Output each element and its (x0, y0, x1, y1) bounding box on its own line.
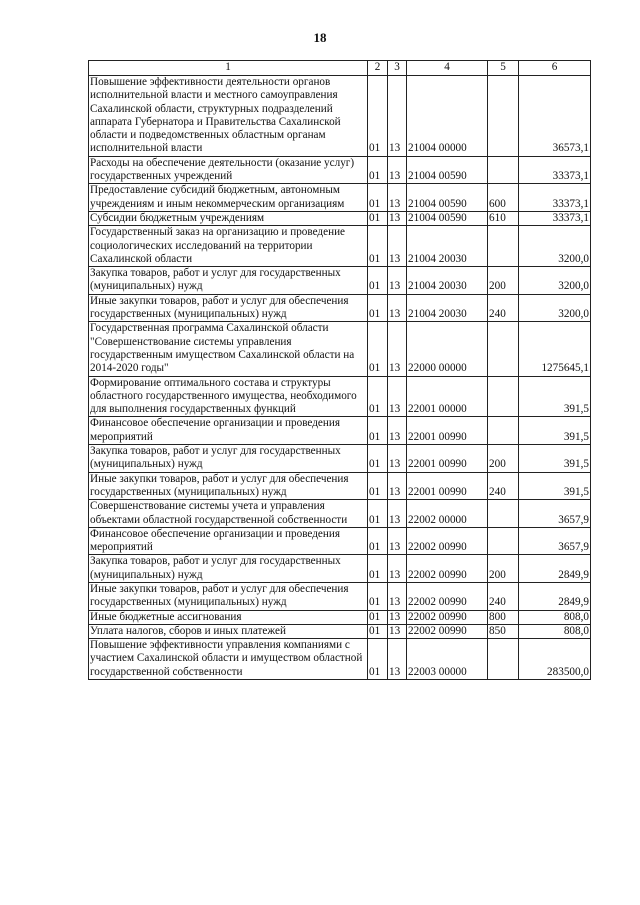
row-section: 01 (368, 610, 388, 624)
row-name: Повышение эффективности деятельности органов исполнительной власти и местного самоуправления Сахалинской области, структурных подразделений аппарата Губернатора и Правительства Сахалинской области и подведомственных областным органам исполнительной власти (89, 76, 368, 157)
row-expense-type (488, 156, 519, 184)
row-expense-type: 240 (488, 582, 519, 610)
row-subsection: 13 (388, 624, 407, 638)
header-col-4: 4 (407, 61, 488, 76)
row-expense-type: 200 (488, 267, 519, 295)
table-row (89, 267, 591, 295)
row-subsection: 13 (388, 500, 407, 528)
row-target-article: 21004 00590 (407, 211, 488, 225)
row-subsection: 13 (388, 417, 407, 445)
row-target-article: 21004 20030 (407, 294, 488, 322)
row-expense-type (488, 76, 519, 157)
row-subsection: 13 (388, 610, 407, 624)
row-amount: 1275645,1 (519, 322, 591, 376)
row-section: 01 (368, 376, 388, 417)
row-name: Расходы на обеспечение деятельности (оказание услуг) государственных учреждений (89, 156, 368, 184)
row-subsection: 13 (388, 322, 407, 376)
row-subsection: 13 (388, 211, 407, 225)
table-row (89, 184, 591, 212)
row-section: 01 (368, 527, 388, 555)
row-name: Совершенствование системы учета и управления объектами областной государственной собственности (89, 500, 368, 528)
row-target-article: 21004 00590 (407, 184, 488, 212)
row-target-article: 22002 00990 (407, 555, 488, 583)
row-name: Иные закупки товаров, работ и услуг для обеспечения государственных (муниципальных) нужд (89, 582, 368, 610)
row-amount: 808,0 (519, 624, 591, 638)
row-expense-type (488, 417, 519, 445)
row-section: 01 (368, 211, 388, 225)
header-row (89, 61, 591, 76)
row-section: 01 (368, 624, 388, 638)
table-row (89, 322, 591, 376)
row-target-article: 22001 00990 (407, 472, 488, 500)
row-amount: 3200,0 (519, 294, 591, 322)
row-section: 01 (368, 76, 388, 157)
row-subsection: 13 (388, 582, 407, 610)
row-section: 01 (368, 639, 388, 680)
row-amount: 391,5 (519, 417, 591, 445)
row-expense-type: 800 (488, 610, 519, 624)
row-target-article: 21004 20030 (407, 226, 488, 267)
row-subsection: 13 (388, 445, 407, 473)
row-amount: 3200,0 (519, 267, 591, 295)
row-expense-type (488, 500, 519, 528)
row-amount: 3200,0 (519, 226, 591, 267)
row-subsection: 13 (388, 376, 407, 417)
row-amount: 283500,0 (519, 639, 591, 680)
table-row (89, 417, 591, 445)
row-name: Закупка товаров, работ и услуг для государственных (муниципальных) нужд (89, 555, 368, 583)
row-section: 01 (368, 184, 388, 212)
row-subsection: 13 (388, 472, 407, 500)
row-section: 01 (368, 445, 388, 473)
table-row (89, 610, 591, 624)
row-amount: 2849,9 (519, 582, 591, 610)
table-row (89, 76, 591, 157)
row-amount: 808,0 (519, 610, 591, 624)
row-amount: 33373,1 (519, 156, 591, 184)
row-name: Иные закупки товаров, работ и услуг для обеспечения государственных (муниципальных) нужд (89, 472, 368, 500)
table-row (89, 624, 591, 638)
table-row (89, 639, 591, 680)
row-amount: 2849,9 (519, 555, 591, 583)
row-subsection: 13 (388, 555, 407, 583)
row-section: 01 (368, 156, 388, 184)
row-expense-type: 240 (488, 294, 519, 322)
row-amount: 391,5 (519, 472, 591, 500)
table-row (89, 226, 591, 267)
page-number: 18 (313, 30, 327, 45)
table-row (89, 445, 591, 473)
row-name: Повышение эффективности управления компаниями с участием Сахалинской области и имуществом областной государственной собственности (89, 639, 368, 680)
row-target-article: 22001 00000 (407, 376, 488, 417)
row-target-article: 21004 00000 (407, 76, 488, 157)
row-name: Предоставление субсидий бюджетным, автономным учреждениям и иным некоммерческим организациям (89, 184, 368, 212)
row-amount: 3657,9 (519, 500, 591, 528)
row-target-article: 22002 00990 (407, 610, 488, 624)
table-row (89, 500, 591, 528)
row-amount: 391,5 (519, 445, 591, 473)
table-row (89, 555, 591, 583)
row-subsection: 13 (388, 226, 407, 267)
row-section: 01 (368, 294, 388, 322)
row-name: Иные закупки товаров, работ и услуг для обеспечения государственных (муниципальных) нужд (89, 294, 368, 322)
budget-table (88, 60, 591, 680)
row-section: 01 (368, 500, 388, 528)
table-row (89, 376, 591, 417)
row-expense-type (488, 376, 519, 417)
row-name: Государственная программа Сахалинской области "Совершенствование системы управления государственным имуществом Сахалинской области на 2014-2020 годы" (89, 322, 368, 376)
header-col-2: 2 (368, 61, 388, 76)
row-target-article: 22002 00990 (407, 582, 488, 610)
row-name: Финансовое обеспечение организации и проведения мероприятий (89, 417, 368, 445)
row-amount: 391,5 (519, 376, 591, 417)
row-name: Формирование оптимального состава и структуры областного государственного имущества, необходимого для выполнения государственных функций (89, 376, 368, 417)
row-name: Субсидии бюджетным учреждениям (89, 211, 368, 225)
row-target-article: 22002 00000 (407, 500, 488, 528)
row-expense-type: 200 (488, 445, 519, 473)
row-subsection: 13 (388, 184, 407, 212)
row-amount: 33373,1 (519, 184, 591, 212)
row-name: Государственный заказ на организацию и проведение социологических исследований на территории Сахалинской области (89, 226, 368, 267)
table-row (89, 582, 591, 610)
row-target-article: 22001 00990 (407, 417, 488, 445)
row-amount: 36573,1 (519, 76, 591, 157)
row-subsection: 13 (388, 294, 407, 322)
row-expense-type: 850 (488, 624, 519, 638)
row-target-article: 21004 20030 (407, 267, 488, 295)
row-name: Уплата налогов, сборов и иных платежей (89, 624, 368, 638)
row-section: 01 (368, 472, 388, 500)
row-subsection: 13 (388, 639, 407, 680)
row-section: 01 (368, 582, 388, 610)
row-name: Иные бюджетные ассигнования (89, 610, 368, 624)
row-expense-type (488, 322, 519, 376)
row-name: Финансовое обеспечение организации и проведения мероприятий (89, 527, 368, 555)
row-target-article: 22002 00990 (407, 624, 488, 638)
row-section: 01 (368, 322, 388, 376)
table-row (89, 156, 591, 184)
row-expense-type: 600 (488, 184, 519, 212)
row-name: Закупка товаров, работ и услуг для государственных (муниципальных) нужд (89, 445, 368, 473)
row-name: Закупка товаров, работ и услуг для государственных (муниципальных) нужд (89, 267, 368, 295)
row-subsection: 13 (388, 527, 407, 555)
row-subsection: 13 (388, 76, 407, 157)
row-section: 01 (368, 267, 388, 295)
row-expense-type: 240 (488, 472, 519, 500)
row-subsection: 13 (388, 267, 407, 295)
row-expense-type (488, 226, 519, 267)
header-col-5: 5 (488, 61, 519, 76)
row-target-article: 21004 00590 (407, 156, 488, 184)
table-row (89, 527, 591, 555)
row-expense-type (488, 639, 519, 680)
row-expense-type: 610 (488, 211, 519, 225)
row-section: 01 (368, 417, 388, 445)
row-target-article: 22002 00990 (407, 527, 488, 555)
table-row (89, 472, 591, 500)
row-expense-type (488, 527, 519, 555)
table-row (89, 294, 591, 322)
row-section: 01 (368, 555, 388, 583)
row-subsection: 13 (388, 156, 407, 184)
row-target-article: 22003 00000 (407, 639, 488, 680)
row-amount: 33373,1 (519, 211, 591, 225)
row-expense-type: 200 (488, 555, 519, 583)
row-section: 01 (368, 226, 388, 267)
row-target-article: 22000 00000 (407, 322, 488, 376)
header-col-3: 3 (388, 61, 407, 76)
row-amount: 3657,9 (519, 527, 591, 555)
header-col-6: 6 (519, 61, 591, 76)
row-target-article: 22001 00990 (407, 445, 488, 473)
table-row (89, 211, 591, 225)
header-col-1: 1 (89, 61, 368, 76)
table-body (89, 76, 591, 680)
